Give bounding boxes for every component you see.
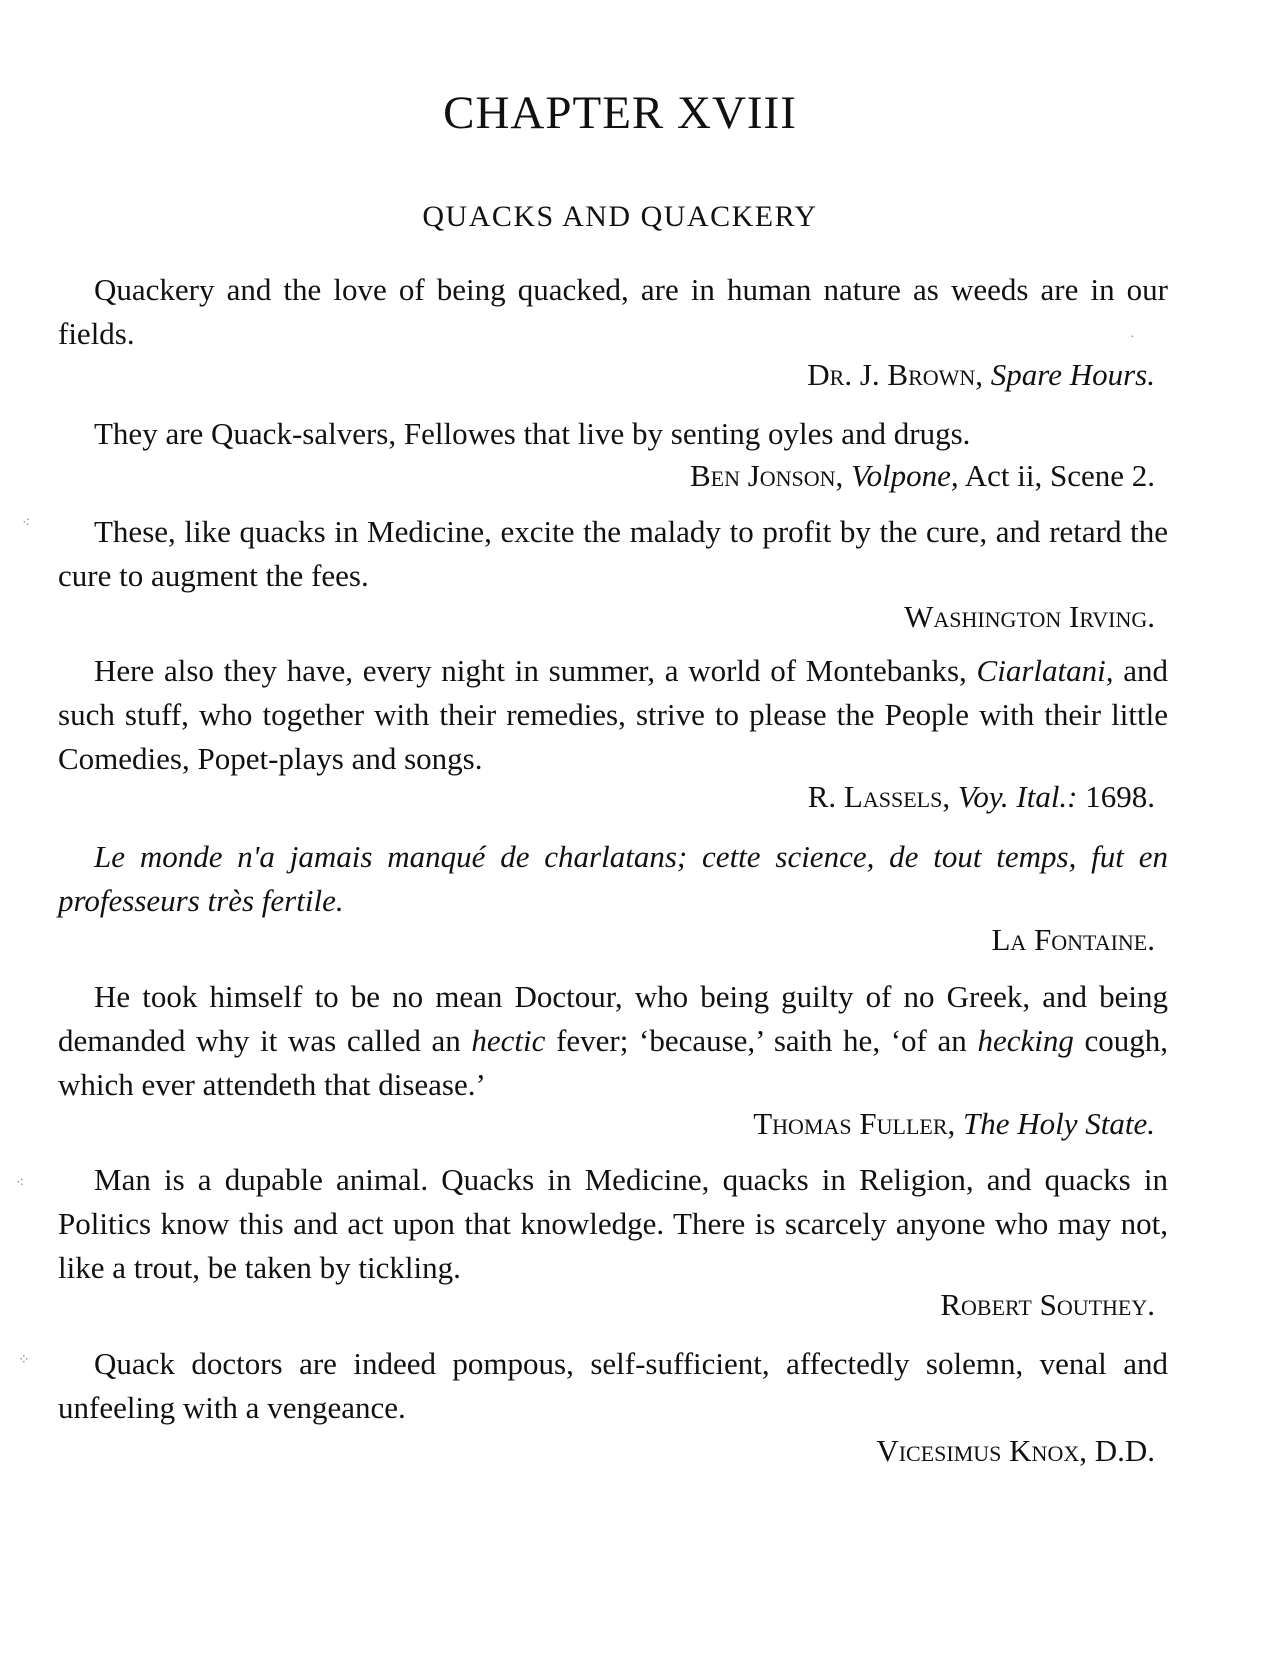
- attribution-work: The Holy State.: [963, 1106, 1155, 1141]
- scan-speck-mark: ·: [1130, 330, 1135, 345]
- attribution-location: Act ii, Scene 2.: [964, 458, 1155, 493]
- quote-text: [58, 649, 1168, 781]
- quote-text: These, like quacks in Medicine, excite the malady to profit by the cure, and retard the cure to augment the fees.: [58, 514, 1168, 593]
- quote-attribution: [753, 1104, 1155, 1144]
- attribution-author: Robert Southey.: [940, 1287, 1155, 1322]
- quote-attribution: [904, 597, 1155, 637]
- attribution-work: Voy. Ital.:: [957, 779, 1078, 814]
- quote-attribution: [940, 1285, 1155, 1325]
- quote-text: Man is a dupable animal. Quacks in Medicine, quacks in Religion, and quacks in Politics know this and act upon that knowledge. There is scarcely anyone who may not, like a trout, be taken by tickling.: [58, 1162, 1168, 1285]
- quote-text: Quackery and the love of being quacked, are in human nature as weeds are in our fields.: [58, 272, 1168, 351]
- section-title: QUACKS AND QUACKERY: [422, 200, 818, 233]
- quote-text-part: He took himself to be no mean Doctour, who being guilty of no Greek, and being demanded why it was called an: [58, 979, 1168, 1058]
- attribution-degree: D.D.: [1094, 1433, 1155, 1468]
- quote-text-part: Here also they have, every night in summer, a world of Montebanks,: [94, 653, 967, 688]
- quote-text: Le monde n'a jamais manqué de charlatans; cette science, de tout temps, fut en professeurs très fertile.: [58, 839, 1168, 918]
- scan-speck-mark: ⁘: [18, 1353, 30, 1368]
- scan-speck-mark: ⁖: [16, 1176, 25, 1191]
- quote-text-part: fever; ‘because,’ saith he, ‘of an: [556, 1023, 967, 1058]
- quote-text: [58, 975, 1168, 1107]
- scan-speck-mark: ⁖: [22, 516, 31, 531]
- quote-attribution: [807, 355, 1155, 395]
- attribution-author: R. Lassels,: [807, 779, 951, 814]
- quote-attribution: [690, 456, 1155, 496]
- chapter-title: CHAPTER XVIII: [443, 87, 797, 139]
- quote-italic-word: Ciarlatani,: [976, 653, 1114, 688]
- attribution-year: 1698.: [1085, 779, 1155, 814]
- attribution-work: Volpone,: [851, 458, 959, 493]
- attribution-author: Washington Irving.: [904, 599, 1155, 634]
- quote-text: Quack doctors are indeed pompous, self-sufficient, affectedly solemn, venal and unfeeling with a vengeance.: [58, 1346, 1168, 1425]
- quote-text-part: cough, which ever attendeth that disease.’: [58, 1023, 1168, 1102]
- quote-attribution: [808, 777, 1155, 817]
- attribution-author: Thomas Fuller,: [753, 1106, 956, 1141]
- attribution-work: Spare Hours.: [990, 357, 1155, 392]
- quote-attribution: [991, 920, 1155, 960]
- attribution-author: Ben Jonson,: [689, 458, 844, 493]
- attribution-author: Vicesimus Knox,: [876, 1433, 1087, 1468]
- quote-text: They are Quack-salvers, Fellowes that live by senting oyles and drugs.: [94, 416, 971, 451]
- attribution-author: La Fontaine.: [991, 922, 1155, 957]
- quote-text-part: and such stuff, who together with their remedies, strive to please the People with their little Comedies, Popet-plays and songs.: [58, 653, 1168, 776]
- quote-italic-word: hectic: [471, 1023, 546, 1058]
- quote-italic-word: hecking: [977, 1023, 1074, 1058]
- attribution-author: Dr. J. Brown,: [807, 357, 984, 392]
- quote-attribution: [876, 1431, 1155, 1471]
